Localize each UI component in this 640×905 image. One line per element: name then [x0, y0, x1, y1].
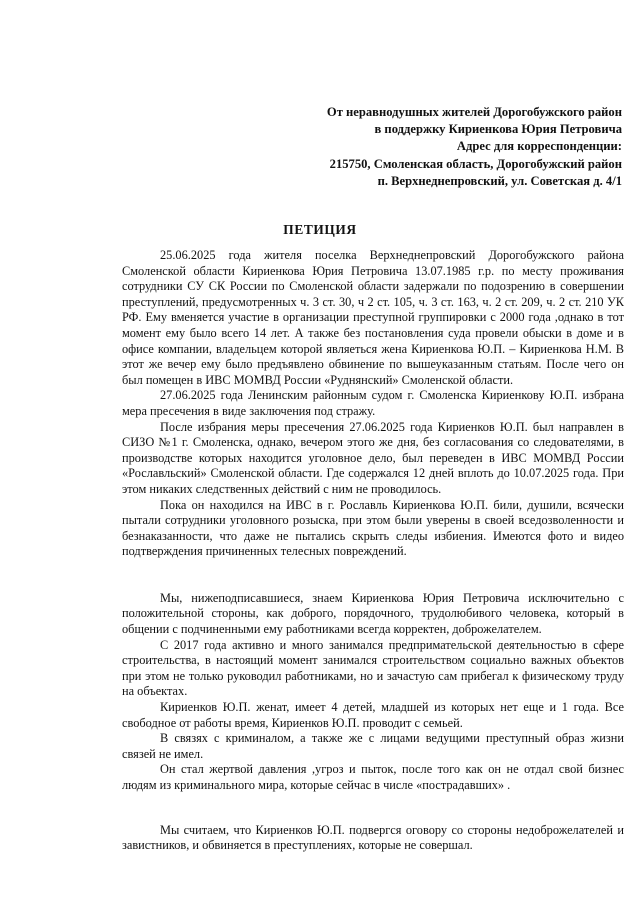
- paragraph-pressure: Он стал жертвой давления ,угроз и пыток, после того как он не отдал свой бизнес людям из криминального мира, которые сейчас в числе «пострадавших» .: [122, 762, 624, 792]
- sender-line: От неравнодушных жителей Дорогобужского район: [326, 105, 622, 119]
- address-line-street: п. Верхнеднепровский, ул. Советская д. 4/1: [377, 173, 622, 188]
- paragraph-court-decision: 27.06.2025 года Ленинским районным судом г. Смоленска Кириенкову Ю.П. избрана мера пресечения в виде заключения под стражу.: [122, 388, 624, 418]
- paragraph-family: Кириенков Ю.П. женат, имеет 4 детей, младшей из которых нет еще и 1 года. Все свободное от работы время, Кириенков Ю.П. проводит с семьей.: [122, 700, 624, 730]
- paragraph-business: С 2017 года активно и много занимался предпримательской деятельностью в сфере строительства, в настоящий момент занимался строительством социально важных объектов при этом не только руководил работниками, но и зачастую сам прибегал к физическому труду на объектах.: [122, 637, 624, 699]
- petition-body: [122, 248, 624, 854]
- paragraph-detention: 25.06.2025 года жителя поселка Верхнеднепровский Дорогобужского района Смоленской области Кириенкова Юрия Петровича 13.07.1985 г.р. по месту проживания сотрудники СУ СК России по Смоленской области задержали по подозрению в совершении преступлений, предусмотренных ч. 3 ст. 30, ч 2 ст. 105, ч. 3 ст. 163, ч. 2 ст. 209, ч. 2 ст. 210 УК РФ. Ему вменяется участие в организации преступной группировки с 2000 года ,однако в тот момент ему было всего 14 лет. А также без постановления суда провели обыски в доме и в офисе компании, владельцем которой являеться жена Кириенкова Ю.П. – Кириенкова Н.М. В этот же вечер ему было предъявлено обвинение по вышеуказанным статьям. После чего он был помещен в ИВС МОМВД России «Руднянский» Смоленской области.: [122, 248, 624, 387]
- address-line-region: 215750, Смоленская область, Дорогобужский район: [329, 156, 622, 171]
- paragraph-abuse: Пока он находился на ИВС в г. Рославль Кириенкова Ю.П. били, душили, всячески пытали сотрудники уголовного розыска, при этом были уверены в своей вседозволенности и безнаказанности, что даже не пытались скрыть следы избиения. Имеются фото и видео подтверждения причиненных телесных повреждений.: [122, 497, 624, 559]
- sender-address-block: [202, 104, 622, 190]
- paragraph-character: Мы, нижеподписавшиеся, знаем Кириенкова Юрия Петровича исключительно с положительной стороны, как доброго, порядочного, трудолюбивого человека, который в общении с подчиненными ему работниками всегда корректен, доброжелателем.: [122, 590, 624, 637]
- document-title: ПЕТИЦИЯ: [283, 222, 357, 237]
- paragraph-transfer: После избрания меры пресечения 27.06.2025 года Кириенков Ю.П. был направлен в СИЗО №1 г. Смоленска, однако, вечером этого же дня, без согласования со следователями, в производстве которых находится уголовное дело, был переведен в ИВС МОМВД России «Рославльский» Смоленской области. Где содержался 12 дней вплоть до 10.07.2025 года. При этом никаких следственных действий с ним не проводилось.: [122, 419, 624, 496]
- subject-line: в поддержку Кириенкова Юрия Петровича: [374, 122, 622, 137]
- paragraph-conclusion: Мы считаем, что Кириенков Ю.П. подвергся оговору со стороны недоброжелателей и завистников, и обвиняется в преступлениях, которые не совершал.: [122, 822, 624, 853]
- address-label: Адрес для корреспонденции:: [456, 139, 622, 154]
- paragraph-no-criminal-ties: В связях с криминалом, а также же с лицами ведущими преступный образ жизни связей не имел.: [122, 731, 624, 761]
- paragraph-spacer: [122, 794, 624, 823]
- paragraph-spacer: [122, 560, 624, 591]
